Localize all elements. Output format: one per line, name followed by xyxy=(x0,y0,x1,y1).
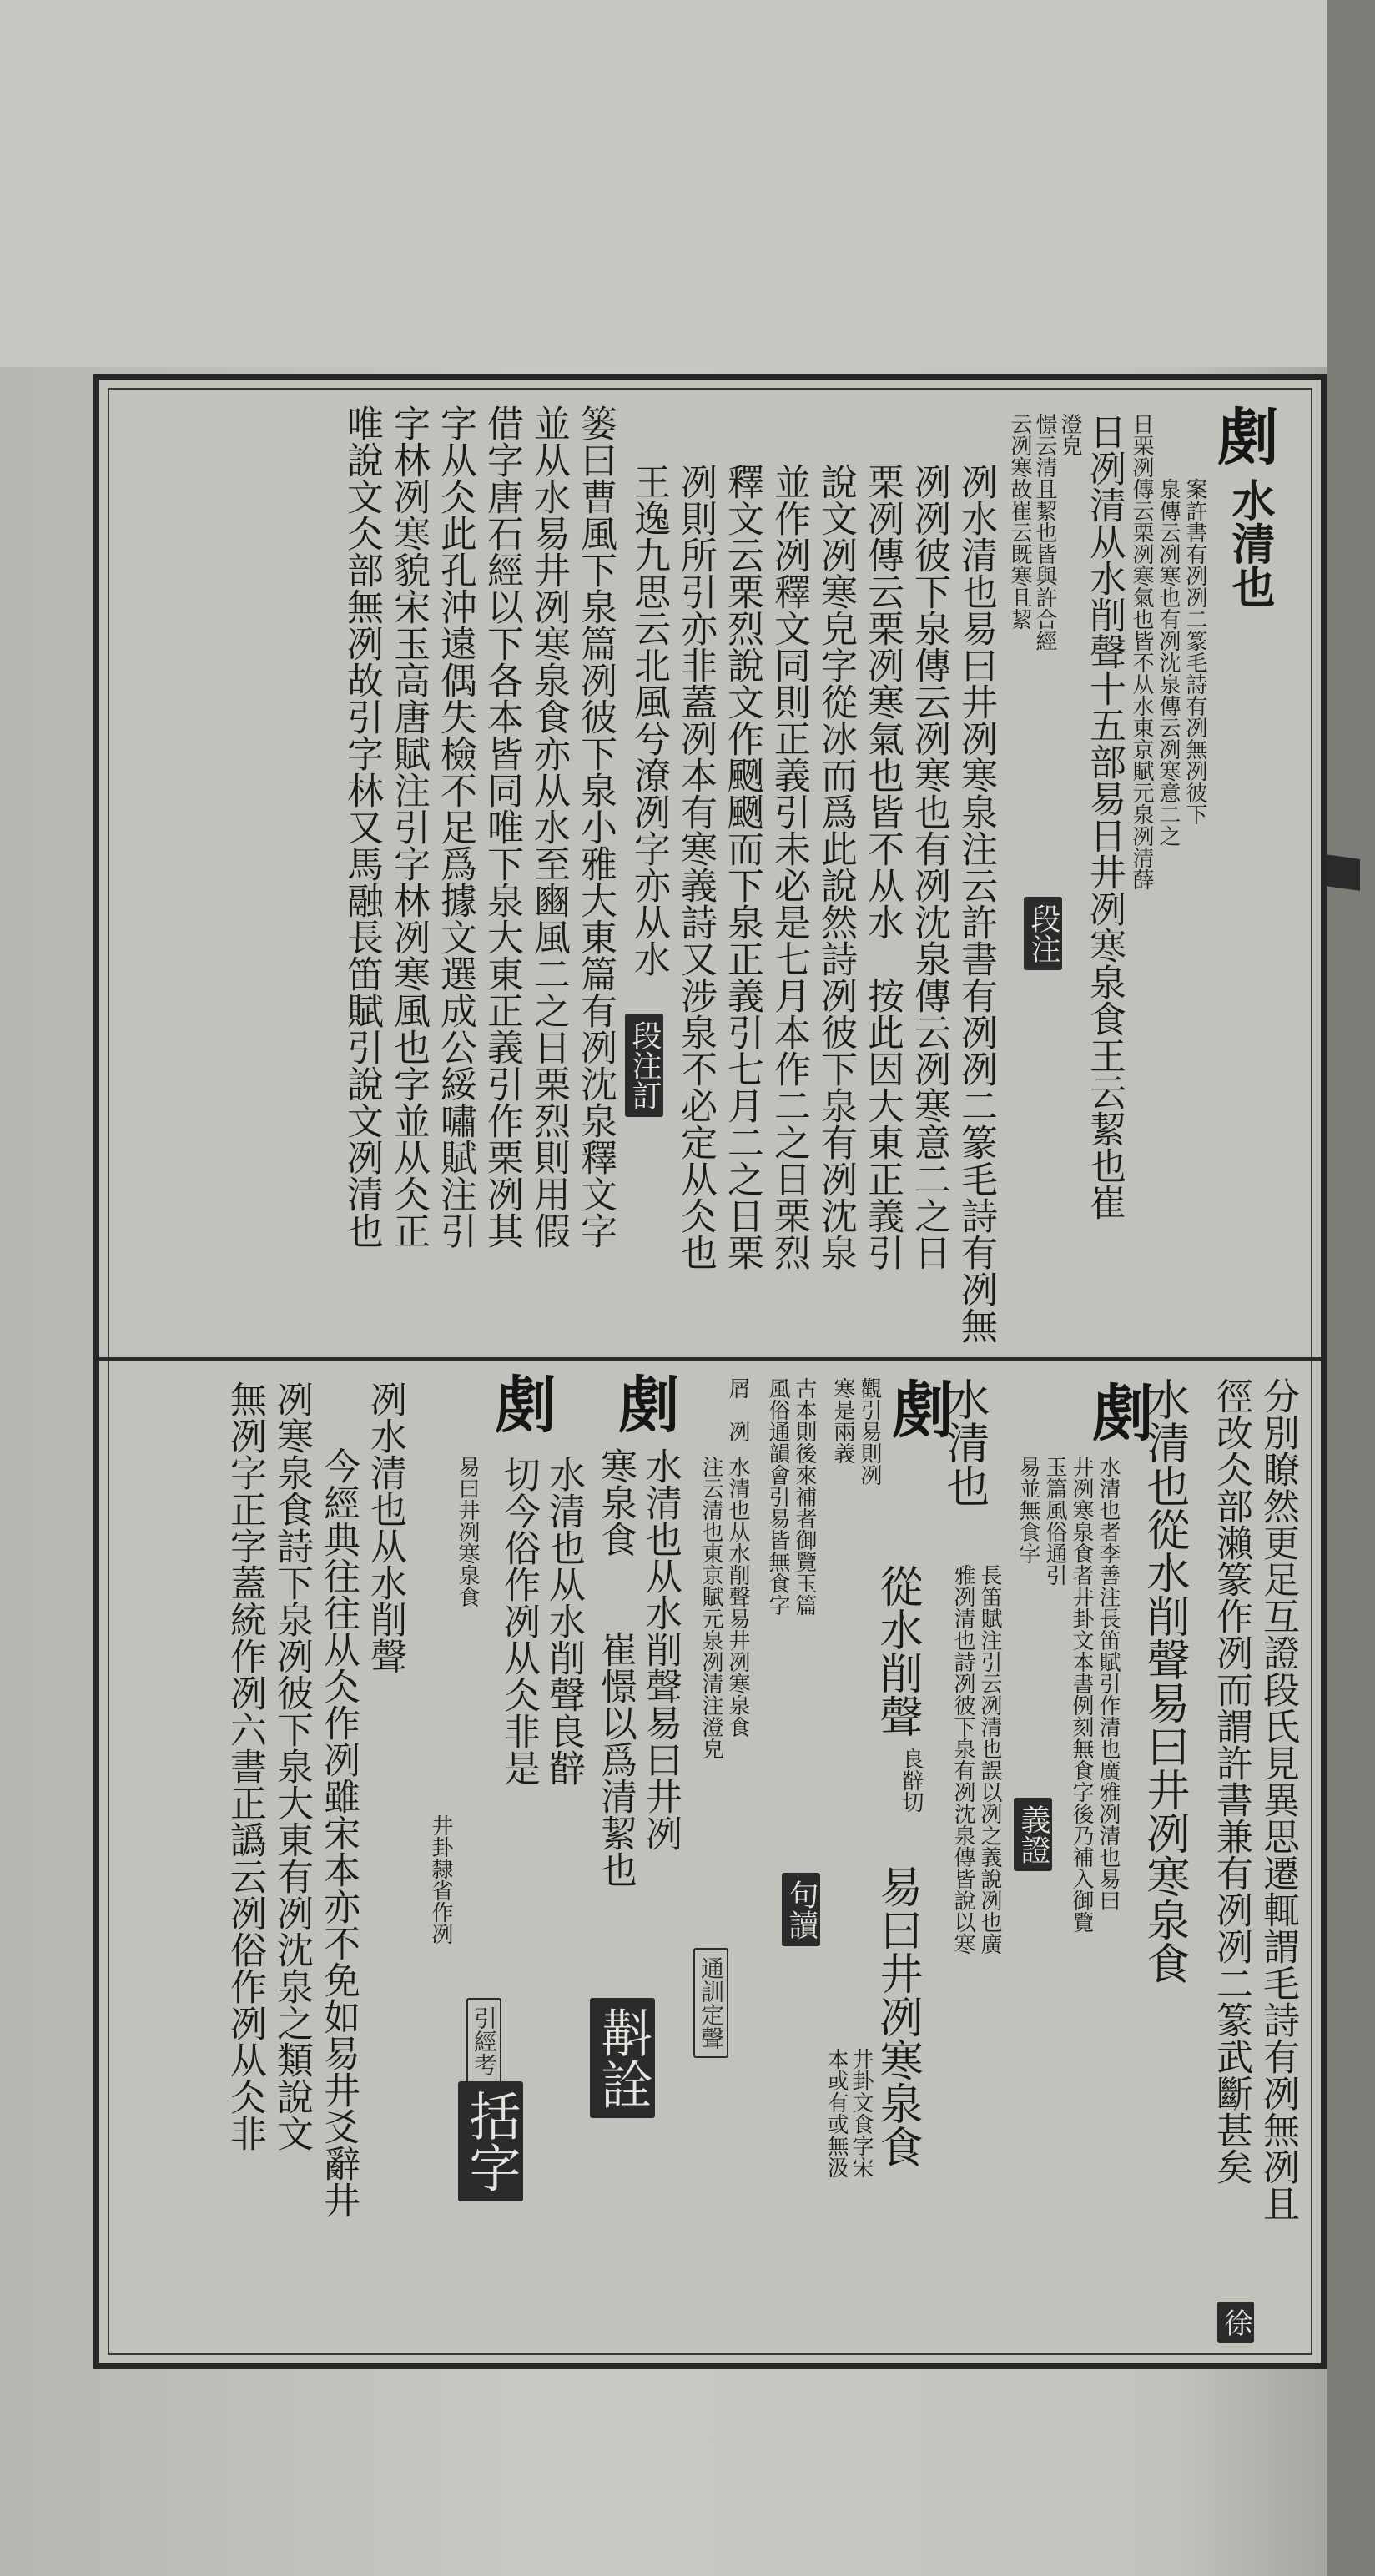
upper-col-7: 冽水清也易曰井冽寒泉注云許書有冽冽二篆毛詩有冽無 xyxy=(954,463,997,1344)
upper-col-4: 澄皃 xyxy=(1057,413,1082,456)
blank-margin-top xyxy=(0,0,1327,367)
upper-col-3: 日冽清从水削聲十五部易日井冽寒泉食王云絜也崔 xyxy=(1083,413,1126,1220)
lower-col-1: 分別瞭然更足互證段氏見異思遷輒謂毛詩有冽無冽且 xyxy=(1257,1377,1299,2221)
lower-col-33: 無冽字正字蓋統作冽六書正譌云冽俗作冽从仌非 xyxy=(224,1381,266,2151)
lower-col-24: 寒泉食 xyxy=(594,1447,637,1557)
lower-col-9: 長笛賦注引云冽清也誤以冽之義說冽也廣 xyxy=(977,1564,1002,1955)
lower-col-25: 崔憬以爲清絜也 xyxy=(594,1631,637,1888)
lower-col-17: 本或有或無汲 xyxy=(823,2048,849,2178)
lower-col-23: 水清也从水削聲易曰井冽 xyxy=(639,1447,682,1851)
lower-col-32: 冽寒泉食詩下泉冽彼下泉大東有冽沈泉之類說文 xyxy=(270,1381,313,2151)
upper-col-15: 篓曰曹風下泉篇冽彼下泉小雅大東篇有冽沈泉釋文字 xyxy=(574,405,617,1249)
lower-col-3: 水清也從水削聲易曰井冽寒泉食 xyxy=(1139,1377,1189,1985)
upper-col-12: 釋文云栗烈說文作颲颲而下泉正義引七月二之日栗 xyxy=(721,463,763,1270)
label-ju-du: 句讀 xyxy=(782,1873,820,1946)
lower-col-20: 水清也从水削聲易井冽寒泉食 xyxy=(725,1456,750,1738)
upper-col-18: 字从仌此孔沖遠偶失檢不足爲據文選成公綏嘯賦注引 xyxy=(434,405,476,1249)
lower-col-2: 徑改仌部瀨篆作冽而謂許書兼有冽冽二篆武斷甚矣 xyxy=(1210,1377,1252,2185)
lower-col-21: 屑 冽 xyxy=(725,1377,750,1442)
lower-col-5: 井冽寒泉食者井卦文本書例刻無食字後乃補入御覽 xyxy=(1069,1456,1094,1933)
label-jiao-quan: 斠詮 xyxy=(590,1998,655,2118)
seal-glyph-2: 㓺 xyxy=(882,1377,954,1439)
upper-col-20: 唯說文仌部無冽故引字林又馬融長笛賦引說文冽清也 xyxy=(340,405,383,1249)
upper-col-11: 並作冽釋文同則正義引未必是七月本作二之日栗烈 xyxy=(768,463,810,1270)
seal-glyph-3: 㓺 xyxy=(608,1372,680,1434)
lower-col-26: 水清也从水削聲良辥 xyxy=(542,1456,585,1786)
lower-col-15: 易曰井冽寒泉食 xyxy=(872,1864,922,2168)
lower-col-31: 今經典往往从仌作冽雖宋本亦不免如易井爻辭井 xyxy=(317,1447,360,2218)
label-tong-xun: 通訓定聲 xyxy=(693,1948,728,2058)
lower-col-7: 易並無食字 xyxy=(1015,1456,1040,1564)
lower-col-16: 井卦文食字宋 xyxy=(849,2048,874,2178)
lower-col-18: 古本則後來補者御覽玉篇 xyxy=(792,1377,817,1616)
label-xu: 徐 xyxy=(1217,2302,1254,2343)
lower-col-10: 雅冽清也詩冽彼下泉有冽沈泉傳皆說以寒 xyxy=(950,1564,975,1955)
lower-col-8: 水清也 xyxy=(939,1377,989,1507)
lower-col-27: 切今俗作冽从仌非是 xyxy=(497,1456,540,1786)
lower-col-30: 冽水清也从水削聲 xyxy=(364,1381,406,1674)
page-frame xyxy=(93,374,1327,2369)
seal-glyph-1: 㓺 xyxy=(1082,1381,1154,1442)
seal-glyph-upper: 㓺 xyxy=(1207,405,1279,466)
register-divider xyxy=(99,1357,1321,1361)
upper-col-16: 並从水易井冽寒泉食亦从水至豳風二之日栗烈則用假 xyxy=(527,405,570,1249)
label-gu-zi: 括字 xyxy=(458,2081,523,2201)
upper-col-8: 冽冽彼下泉傳云冽寒也有冽沈泉傳云冽寒意二之日 xyxy=(908,463,950,1270)
label-duan-zhu: 段注 xyxy=(1024,897,1062,970)
upper-col-1: 泉傳云冽寒也有冽沈泉傳云冽寒意二之 xyxy=(1156,478,1181,847)
entry-head-note: 案許書有冽冽二篆毛詩有冽無冽彼下 xyxy=(1182,478,1207,825)
label-yin-jing: 引經考 xyxy=(466,1998,501,2085)
upper-col-2: 日栗冽傳云栗冽寒氣也皆不从水東京賦元泉冽清薛 xyxy=(1129,413,1154,890)
seal-glyph-4: 㓺 xyxy=(485,1372,557,1434)
upper-col-13: 冽則所引亦非蓋冽本有寒義詩又涉泉不必定从仌也 xyxy=(674,463,717,1270)
lower-col-19: 風俗通韻會引易皆無食字 xyxy=(765,1377,790,1616)
lower-col-11: 觀引易則冽 xyxy=(857,1377,882,1486)
lower-col-13: 從水削聲 xyxy=(872,1564,922,1738)
book-spine xyxy=(1327,0,1375,2576)
upper-col-5: 憬云清且絜也皆與許合經 xyxy=(1032,413,1057,652)
lower-col-4: 水清也者李善注長笛賦引作清也廣雅冽清也易曰 xyxy=(1095,1456,1121,1911)
upper-col-14: 王逸九思云北風兮潦冽字亦从水 xyxy=(627,463,670,977)
label-yi-zheng: 義證 xyxy=(1014,1798,1052,1871)
upper-col-6: 云冽寒故崔云既寒且絜 xyxy=(1007,413,1032,630)
lower-col-29: 井卦隸省作冽 xyxy=(428,1814,453,1945)
upper-col-9: 栗冽傳云栗冽寒氣也皆不从水 按此因大東正義引 xyxy=(861,463,904,1270)
lower-col-14: 良辥切 xyxy=(899,1748,924,1813)
label-duan-zhu-ding: 段注訂 xyxy=(625,1014,663,1117)
lower-col-6: 玉篇風俗通引 xyxy=(1042,1456,1067,1586)
entry-head: 水清也 xyxy=(1224,478,1275,608)
lower-col-12: 寒是兩義 xyxy=(830,1377,855,1464)
lower-col-28: 易曰井冽寒泉食 xyxy=(455,1456,480,1607)
lower-col-22: 注云清也東京賦元泉冽清注澄皃 xyxy=(698,1456,723,1759)
upper-col-17: 借字唐石經以下各本皆同唯下泉大東正義引作栗冽其 xyxy=(481,405,523,1249)
upper-col-10: 說文冽寒皃字從冰而爲此說然詩冽彼下泉有冽沈泉 xyxy=(814,463,857,1270)
upper-col-19: 字林冽寒貌宋玉高唐賦注引字林冽寒風也字並从仌正 xyxy=(387,405,430,1249)
